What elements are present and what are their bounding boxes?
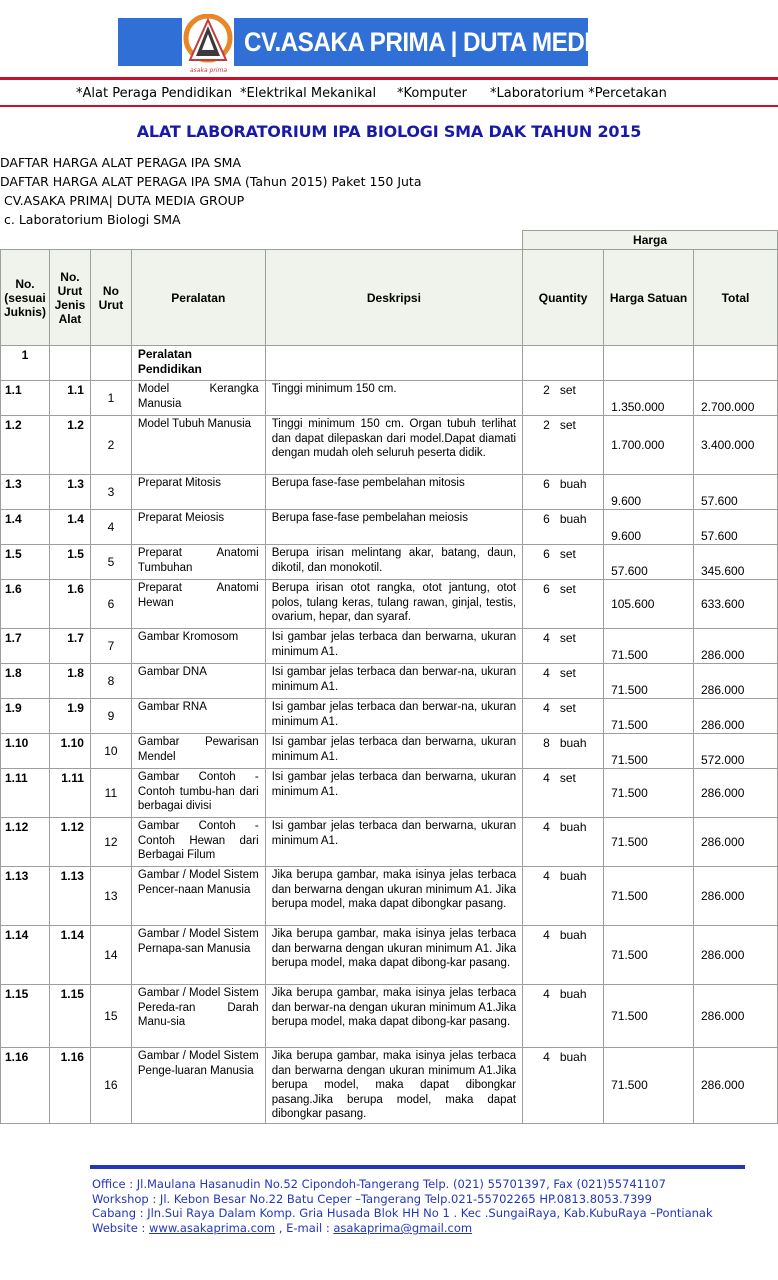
row-no-urut: 7 [90,629,131,664]
table-row [1,985,778,1048]
row-no-jenis: 1.5 [49,545,90,580]
price-table [0,230,778,1124]
table-row [1,1048,778,1124]
document-title: ALAT LABORATORIUM IPA BIOLOGI SMA DAK TAHUN 2015 [136,122,642,141]
row-peralatan: Preparat Meiosis [131,510,265,545]
row-deskripsi: Tinggi minimum 150 cm. Organ tubuh terlihat dan dapat dilepaskan dari model.Dapat diamati dengan mudah oleh seluruh peserta didik. [265,416,522,475]
row-no-urut: 9 [90,699,131,734]
row-no-urut: 14 [90,926,131,985]
row-peralatan: Preparat Mitosis [131,475,265,510]
table-row [1,580,778,629]
row-harga-satuan: 1.700.000 [604,416,694,475]
table-row [1,416,778,475]
col-header-no-urut: No Urut [90,250,131,346]
row-quantity [523,629,604,664]
footer-workshop: Workshop : Jl. Kebon Besar No.22 Batu Ceper –Tangerang Telp.021-55702265 HP.0813.8053.7399 [92,1192,652,1206]
row-no: 1.12 [1,818,50,867]
row-quantity [523,381,604,416]
row-peralatan: Preparat Anatomi Hewan [131,580,265,629]
row-total: 286.000 [694,699,778,734]
col-header-deskripsi: Deskripsi [265,250,522,346]
row-no-jenis: 1.7 [49,629,90,664]
quantity-unit: buah [559,477,587,491]
row-no-jenis: 1.1 [49,381,90,416]
row-no-urut: 2 [90,416,131,475]
row-total: 286.000 [694,985,778,1048]
row-quantity [523,926,604,985]
row-peralatan: Gambar RNA [131,699,265,734]
quantity-value: 6 [543,512,550,526]
row-no-jenis: 1.15 [49,985,90,1048]
row-no: 1.8 [1,664,50,699]
quantity-unit: buah [559,736,587,750]
row-quantity [523,580,604,629]
row-no-jenis: 1.10 [49,734,90,769]
row-total: 2.700.000 [694,381,778,416]
row-no: 1.5 [1,545,50,580]
row-total: 286.000 [694,629,778,664]
row-total: 345.600 [694,545,778,580]
row-deskripsi: Berupa fase-fase pembelahan meiosis [265,510,522,545]
quantity-unit: set [559,631,576,645]
table-row [1,664,778,699]
row-quantity [523,818,604,867]
quantity-value: 4 [543,771,550,785]
row-total: 286.000 [694,867,778,926]
row-total: 633.600 [694,580,778,629]
row-peralatan: Gambar Pewarisan Mendel [131,734,265,769]
section-row [1,346,778,381]
row-no: 1.13 [1,867,50,926]
company-logo [182,14,234,72]
row-no-urut: 15 [90,985,131,1048]
intro-line: CV.ASAKA PRIMA| DUTA MEDIA GROUP [4,193,245,208]
service-item: *Komputer [397,86,467,101]
row-no: 1.1 [1,381,50,416]
row-harga-satuan: 9.600 [604,510,694,545]
quantity-value: 4 [543,631,550,645]
table-row [1,381,778,416]
row-harga-satuan: 71.500 [604,664,694,699]
row-quantity [523,734,604,769]
quantity-value: 6 [543,547,550,561]
header-divider [0,77,778,80]
quantity-unit: buah [559,987,587,1001]
row-harga-satuan: 71.500 [604,1048,694,1124]
row-total: 3.400.000 [694,416,778,475]
col-header-peralatan: Peralatan [131,250,265,346]
row-no-urut: 1 [90,381,131,416]
row-harga-satuan: 71.500 [604,867,694,926]
company-name: CV.ASAKA PRIMA | DUTA MEDIA GROUP [244,27,700,57]
row-no-jenis: 1.6 [49,580,90,629]
quantity-value: 4 [543,666,550,680]
row-no: 1.10 [1,734,50,769]
row-no: 1.11 [1,769,50,818]
quantity-value: 6 [543,477,550,491]
service-item: *Alat Peraga Pendidikan [76,86,233,101]
quantity-value: 2 [543,383,550,397]
row-harga-satuan: 1.350.000 [604,381,694,416]
col-header-no: No. (sesuai Juknis) [1,250,50,346]
row-quantity [523,867,604,926]
quantity-value: 4 [543,1050,550,1064]
table-row [1,699,778,734]
service-item: *Laboratorium *Percetakan [490,86,667,101]
row-no: 1.3 [1,475,50,510]
table-row [1,510,778,545]
table-row [1,926,778,985]
row-no-urut: 13 [90,867,131,926]
quantity-value: 4 [543,987,550,1001]
row-harga-satuan: 9.600 [604,475,694,510]
row-deskripsi: Berupa irisan otot rangka, otot jantung, otot polos, tulang keras, tulang rawan, ginjal, testis, ovarium, hepar, dan syaraf. [265,580,522,629]
row-no: 1.15 [1,985,50,1048]
row-no-jenis: 1.12 [49,818,90,867]
row-no-urut: 3 [90,475,131,510]
row-deskripsi: Isi gambar jelas terbaca dan berwarna, ukuran minimum A1. [265,818,522,867]
quantity-value: 4 [543,701,550,715]
row-no-urut: 6 [90,580,131,629]
row-deskripsi: Isi gambar jelas terbaca dan berwarna, ukuran minimum A1. [265,734,522,769]
section-label: Peralatan Pendidikan [131,346,265,381]
quantity-value: 4 [543,928,550,942]
row-no-urut: 12 [90,818,131,867]
quantity-value: 8 [543,736,550,750]
row-total: 572.000 [694,734,778,769]
row-total: 286.000 [694,926,778,985]
footer-divider [90,1165,745,1169]
row-harga-satuan: 105.600 [604,580,694,629]
quantity-unit: buah [559,928,587,942]
quantity-unit: buah [559,820,587,834]
quantity-unit: set [559,383,576,397]
table-row [1,867,778,926]
table-row [1,475,778,510]
row-deskripsi: Berupa irisan melintang akar, batang, daun, dikotil, dan monokotil. [265,545,522,580]
row-quantity [523,699,604,734]
row-total: 286.000 [694,769,778,818]
quantity-value: 6 [543,582,550,596]
intro-line: DAFTAR HARGA ALAT PERAGA IPA SMA [0,155,242,170]
intro-line: DAFTAR HARGA ALAT PERAGA IPA SMA (Tahun 2015) Paket 150 Juta [0,174,422,189]
row-total: 57.600 [694,510,778,545]
email-link[interactable]: asakaprima@gmail.com [333,1221,473,1235]
quantity-unit: set [559,701,576,715]
col-header-quantity: Quantity [523,250,604,346]
row-no-jenis: 1.16 [49,1048,90,1124]
row-peralatan: Gambar / Model Sistem Pernapa-san Manusia [131,926,265,985]
row-quantity [523,545,604,580]
footer-branch: Cabang : Jln.Sui Raya Dalam Komp. Gria Husada Blok HH No 1 . Kec .SungaiRaya, Kab.KubuRaya –Pontianak [92,1206,713,1220]
asaka-logo-icon [182,14,234,72]
row-peralatan: Gambar / Model Sistem Pereda-ran Darah Manu-sia [131,985,265,1048]
row-harga-satuan: 71.500 [604,818,694,867]
row-peralatan: Model Tubuh Manusia [131,416,265,475]
row-no-urut: 4 [90,510,131,545]
row-no: 1.14 [1,926,50,985]
row-harga-satuan: 71.500 [604,926,694,985]
row-peralatan: Gambar / Model Sistem Pencer-naan Manusia [131,867,265,926]
row-quantity [523,769,604,818]
row-peralatan: Gambar Contoh - Contoh Hewan dari Berbagai Filum [131,818,265,867]
quantity-unit: set [559,771,576,785]
footer-office: Office : Jl.Maulana Hasanudin No.52 Cipondoh-Tangerang Telp. (021) 55701397, Fax (021)55741107 [92,1177,666,1191]
table-row [1,769,778,818]
row-deskripsi: Jika berupa gambar, maka isinya jelas terbaca dan berwarna dengan ukuran minimum A1. Jika berupa model, maka dapat dibongkar pasang. [265,867,522,926]
col-header-no-jenis: No. Urut Jenis Alat [49,250,90,346]
row-no-jenis: 1.4 [49,510,90,545]
email-label: , E-mail : [275,1221,334,1235]
quantity-unit: set [559,582,576,596]
services-line [0,86,778,102]
row-no-jenis: 1.3 [49,475,90,510]
row-no-urut: 5 [90,545,131,580]
row-no-urut: 16 [90,1048,131,1124]
row-quantity [523,664,604,699]
row-no-jenis: 1.11 [49,769,90,818]
row-peralatan: Gambar / Model Sistem Penge-luaran Manusia [131,1048,265,1124]
row-quantity [523,510,604,545]
row-harga-satuan: 71.500 [604,985,694,1048]
row-deskripsi: Jika berupa gambar, maka isinya jelas terbaca dan berwarna dengan ukuran minimum A1. Jika berupa model, maka dapat dibong-kar pasang. [265,926,522,985]
row-peralatan: Gambar Kromosom [131,629,265,664]
row-no: 1.16 [1,1048,50,1124]
table-row [1,545,778,580]
row-quantity [523,1048,604,1124]
website-link[interactable]: www.asakaprima.com [149,1221,276,1235]
row-no-jenis: 1.14 [49,926,90,985]
website-label: Website : [92,1221,150,1235]
row-no-jenis: 1.9 [49,699,90,734]
quantity-unit: set [559,666,576,680]
intro-line: c. Laboratorium Biologi SMA [4,212,181,227]
row-quantity [523,985,604,1048]
row-deskripsi: Isi gambar jelas terbaca dan berwarna, ukuran minimum A1. [265,629,522,664]
row-peralatan: Preparat Anatomi Tumbuhan [131,545,265,580]
table-body [1,346,778,1124]
row-total: 286.000 [694,664,778,699]
row-harga-satuan: 71.500 [604,769,694,818]
service-item: *Elektrikal Mekanikal [240,86,377,101]
row-harga-satuan: 71.500 [604,734,694,769]
row-deskripsi: Isi gambar jelas terbaca dan berwarna, ukuran minimum A1. [265,769,522,818]
quantity-unit: buah [559,512,587,526]
row-deskripsi: Jika berupa gambar, maka isinya jelas terbaca dan berwarna dengan ukuran minimum A1.Jika berupa model, maka dapat dibongkar pasang.Jika berupa model, maka dapat dibongkar pasang. [265,1048,522,1124]
row-harga-satuan: 71.500 [604,699,694,734]
quantity-unit: set [559,547,576,561]
table-row [1,629,778,664]
row-total: 286.000 [694,1048,778,1124]
quantity-value: 4 [543,869,550,883]
col-header-harga-satuan: Harga Satuan [604,250,694,346]
row-peralatan: Gambar DNA [131,664,265,699]
row-no-urut: 11 [90,769,131,818]
row-quantity [523,416,604,475]
row-deskripsi: Isi gambar jelas terbaca dan berwar-na, ukuran minimum A1. [265,699,522,734]
row-no-urut: 8 [90,664,131,699]
row-no: 1.4 [1,510,50,545]
quantity-value: 4 [543,820,550,834]
row-deskripsi: Isi gambar jelas terbaca dan berwar-na, ukuran minimum A1. [265,664,522,699]
footer-contact [92,1221,472,1235]
row-harga-satuan: 57.600 [604,545,694,580]
quantity-unit: buah [559,1050,587,1064]
quantity-unit: set [559,418,576,432]
row-no-jenis: 1.8 [49,664,90,699]
harga-group-header: Harga [523,231,778,250]
row-no: 1.2 [1,416,50,475]
table-row [1,818,778,867]
row-no: 1.7 [1,629,50,664]
section-number: 1 [1,346,50,381]
row-deskripsi: Jika berupa gambar, maka isinya jelas terbaca dan berwar-na dengan ukuran minimum A1.Jika berupa model, maka dapat dibong-kar pasang. [265,985,522,1048]
row-harga-satuan: 71.500 [604,629,694,664]
row-quantity [523,475,604,510]
row-peralatan: Model Kerangka Manusia [131,381,265,416]
header-divider-bottom [0,105,778,107]
row-no-jenis: 1.13 [49,867,90,926]
quantity-value: 2 [543,418,550,432]
col-header-total: Total [694,250,778,346]
row-total: 57.600 [694,475,778,510]
logo-caption: asaka prima [190,67,228,74]
row-deskripsi: Tinggi minimum 150 cm. [265,381,522,416]
row-total: 286.000 [694,818,778,867]
row-deskripsi: Berupa fase-fase pembelahan mitosis [265,475,522,510]
row-no: 1.9 [1,699,50,734]
row-no-urut: 10 [90,734,131,769]
quantity-unit: buah [559,869,587,883]
row-no-jenis: 1.2 [49,416,90,475]
row-no: 1.6 [1,580,50,629]
row-peralatan: Gambar Contoh - Contoh tumbu-han dari berbagai divisi [131,769,265,818]
table-row [1,734,778,769]
